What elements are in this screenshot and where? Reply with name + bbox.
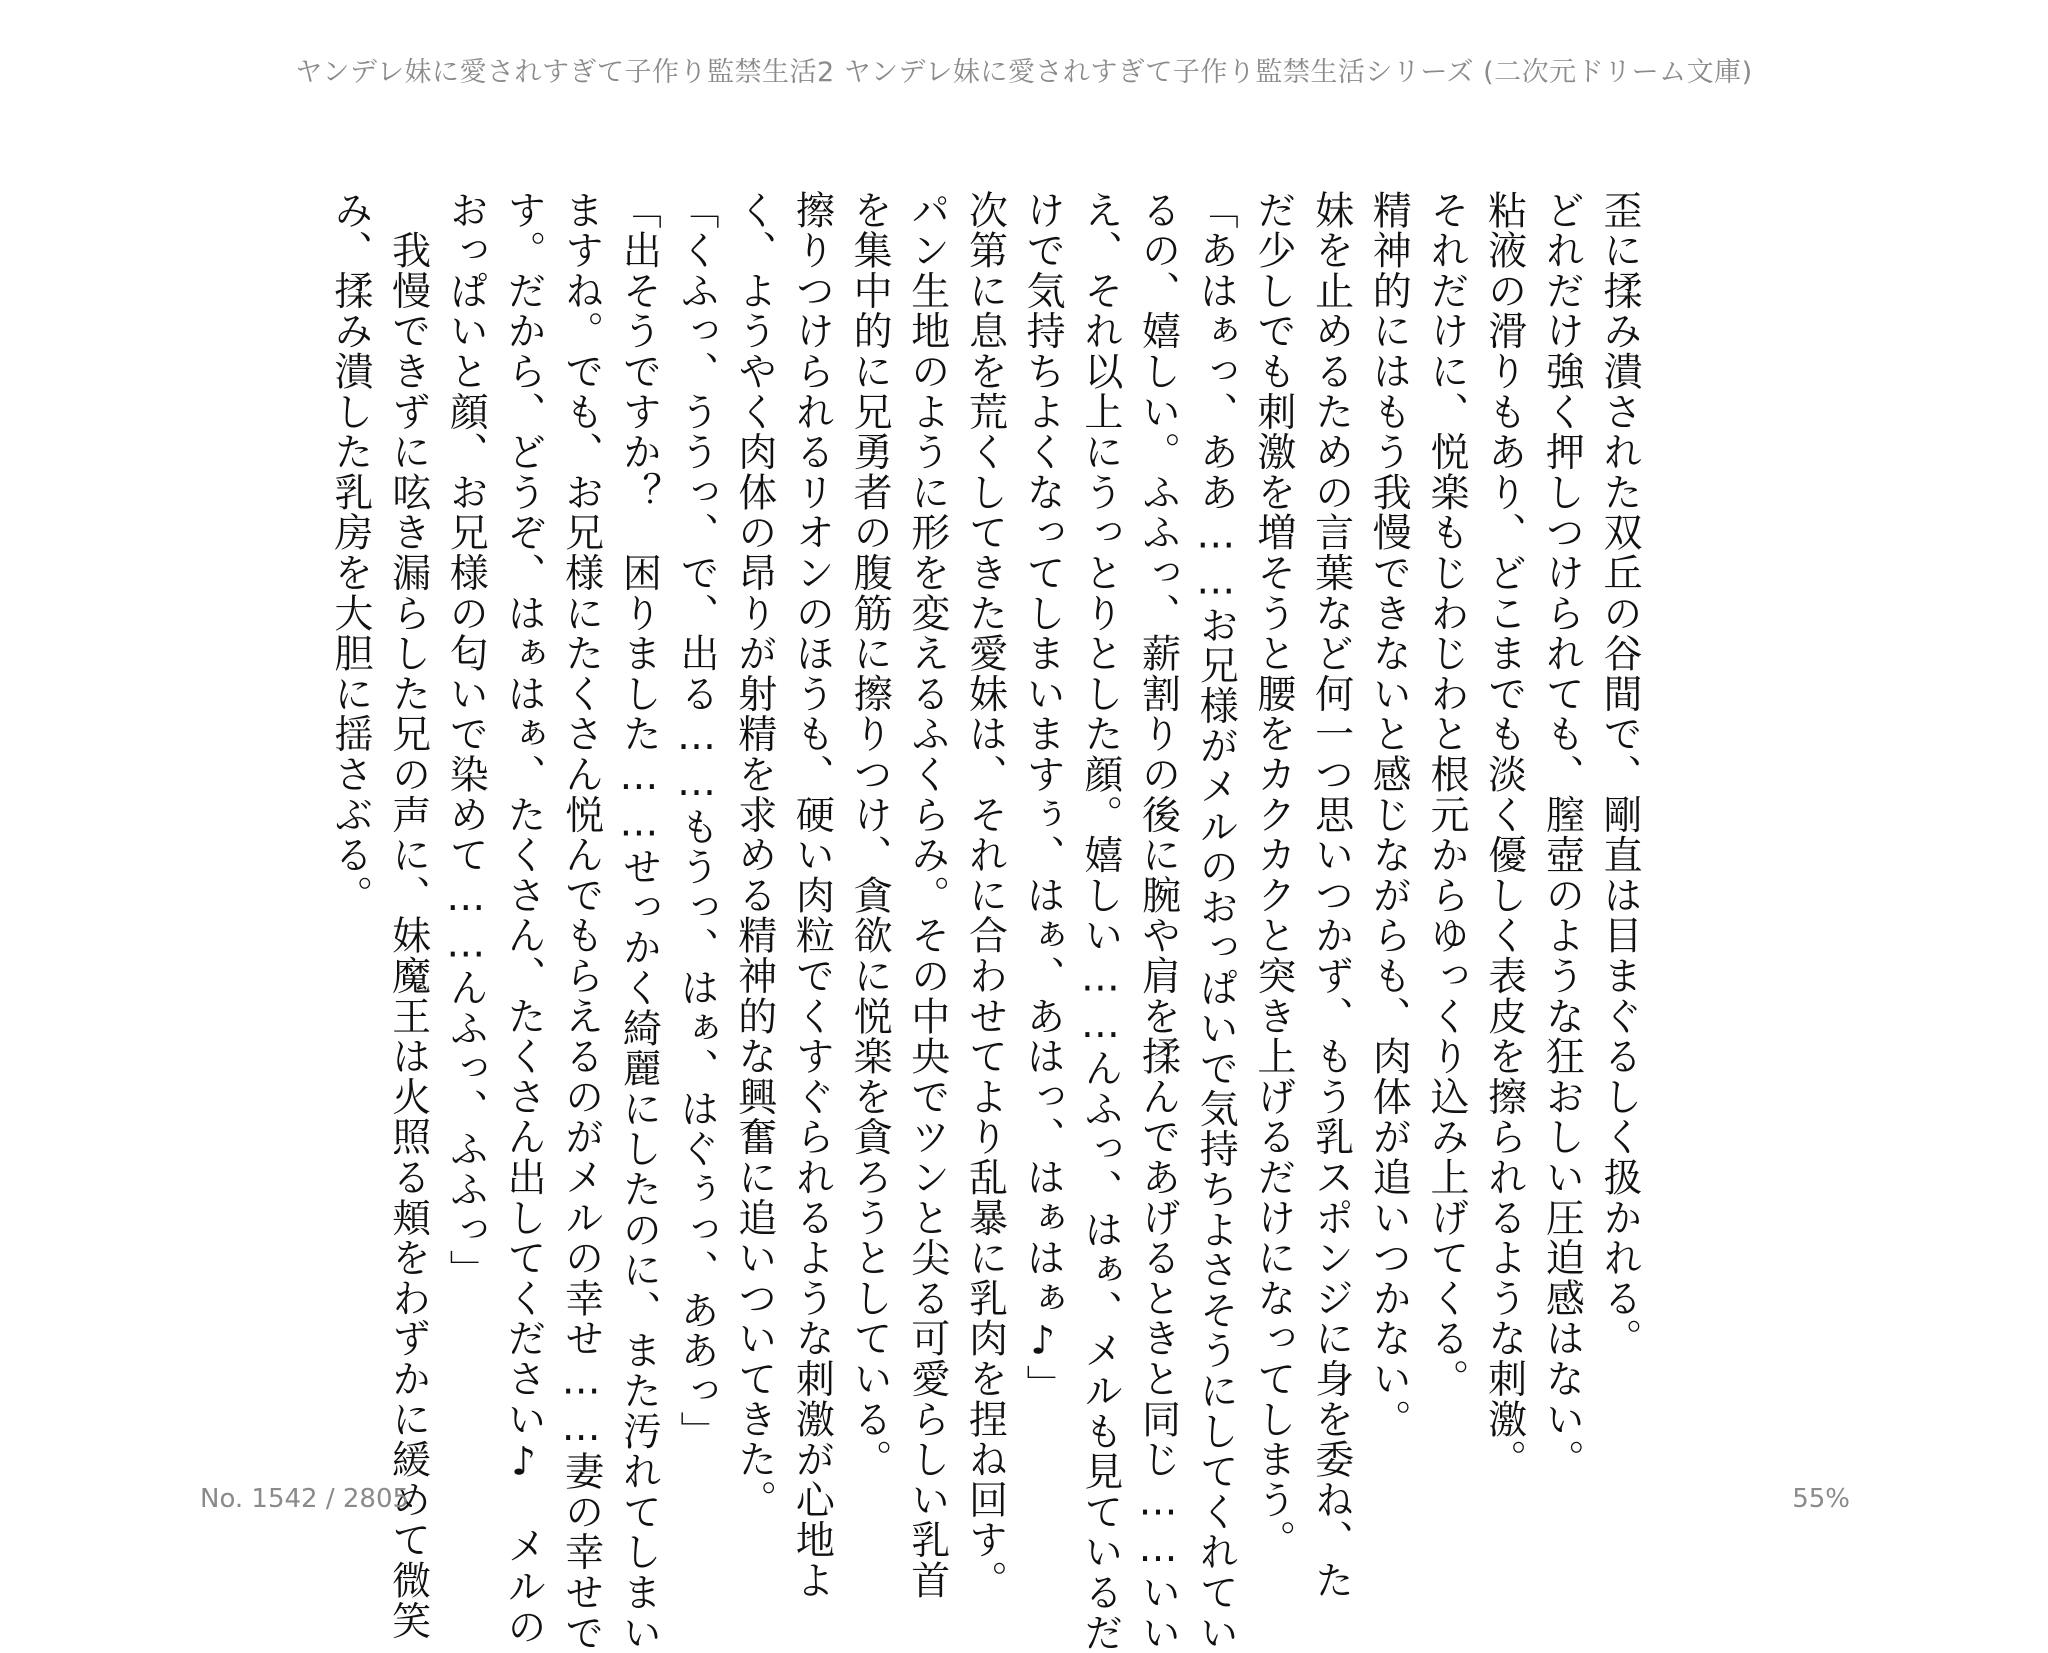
text-line: 精神的にはもう我慢できないと感じながらも、肉体が追いつかない。: [1366, 190, 1412, 1440]
text-line: す。だから、どうぞ、はぁはぁ、たくさん、たくさん出してください♪ メルの: [500, 190, 546, 1647]
text-line: どれだけ強く押しつけられても、膣壺のような狂おしい圧迫感はない。: [1539, 190, 1585, 1480]
text-line: 我慢できずに呟き漏らした兄の声に、妹魔王は火照る頬をわずかに緩めて微笑: [385, 190, 431, 1641]
text-line: だ少しでも刺激を増そうと腰をカクカクと突き上げるだけになってしまう。: [1250, 190, 1296, 1561]
page-text[interactable]: [327, 190, 1648, 1653]
text-line: 「あはぁっ、ああ……お兄様がメルのおっぱいで気持ちよさそうにしてくれてい: [1193, 190, 1239, 1653]
text-columns: [327, 190, 1648, 1653]
text-line: けで気持ちよくなってしまいますぅ、はぁ、あはっ、はぁはぁ♪」: [1020, 190, 1066, 1405]
text-line: パン生地のように形を変えるふくらみ。その中央でツンと尖る可愛らしい乳首: [904, 190, 950, 1601]
book-title: ヤンデレ妹に愛されすぎて子作り監禁生活2 ヤンデレ妹に愛されすぎて子作り監禁生活シリーズ (二次元ドリーム文庫): [295, 57, 1753, 88]
text-line: おっぱいと顔、お兄様の匂いで染めて……んふっ、ふふっ」: [443, 190, 489, 1291]
text-line: 歪に揉み潰された双丘の谷間で、剛直は目まぐるしく扱かれる。: [1597, 190, 1642, 1359]
text-line: く、ようやく肉体の昂りが射精を求める精神的な興奮に追いついてきた。: [731, 190, 777, 1520]
location-indicator: No. 1542 / 2805: [200, 1484, 410, 1514]
text-line: 「くふっ、ううっ、で、出る……もうっ、はぁ、はぐぅっ、ああっ」: [674, 190, 719, 1452]
text-line: ますね。でも、お兄様にたくさん悦んでもらえるのがメルの幸せ……妻の幸せで: [558, 190, 604, 1653]
text-line: 次第に息を荒くしてきた愛妹は、それに合わせてより乱暴に乳肉を捏ね回す。: [962, 190, 1008, 1601]
text-line: 粘液の滑りもあり、どこまでも淡く優しく表皮を擦られるような刺激。: [1481, 190, 1527, 1480]
text-line: を集中的に兄勇者の腹筋に擦りつけ、貪欲に悦楽を貪ろうとしている。: [847, 190, 893, 1480]
text-line: 妹を止めるための言葉など何一つ思いつかず、もう乳スポンジに身を委ね、た: [1308, 190, 1354, 1601]
text-line: 「出そうですか？ 困りました……せっかく綺麗にしたのに、また汚れてしまい: [616, 190, 662, 1653]
text-line: それだけに、悦楽もじわじわと根元からゆっくり込み上げてくる。: [1423, 190, 1469, 1399]
text-line: み、揉み潰した乳房を大胆に揺さぶる。: [327, 190, 373, 916]
text-line: るの、嬉しい。ふふっ、薪割りの後に腕や肩を揉んであげるときと同じ……いい: [1135, 190, 1181, 1653]
text-line: え、それ以上にうっとりとした顔。嬉しい……んふっ、はぁ、メルも見ているだ: [1077, 190, 1123, 1653]
progress-percent: 55%: [1792, 1484, 1850, 1514]
text-line: 擦りつけられるリオンのほうも、硬い肉粒でくすぐられるような刺激が心地よ: [789, 190, 835, 1601]
